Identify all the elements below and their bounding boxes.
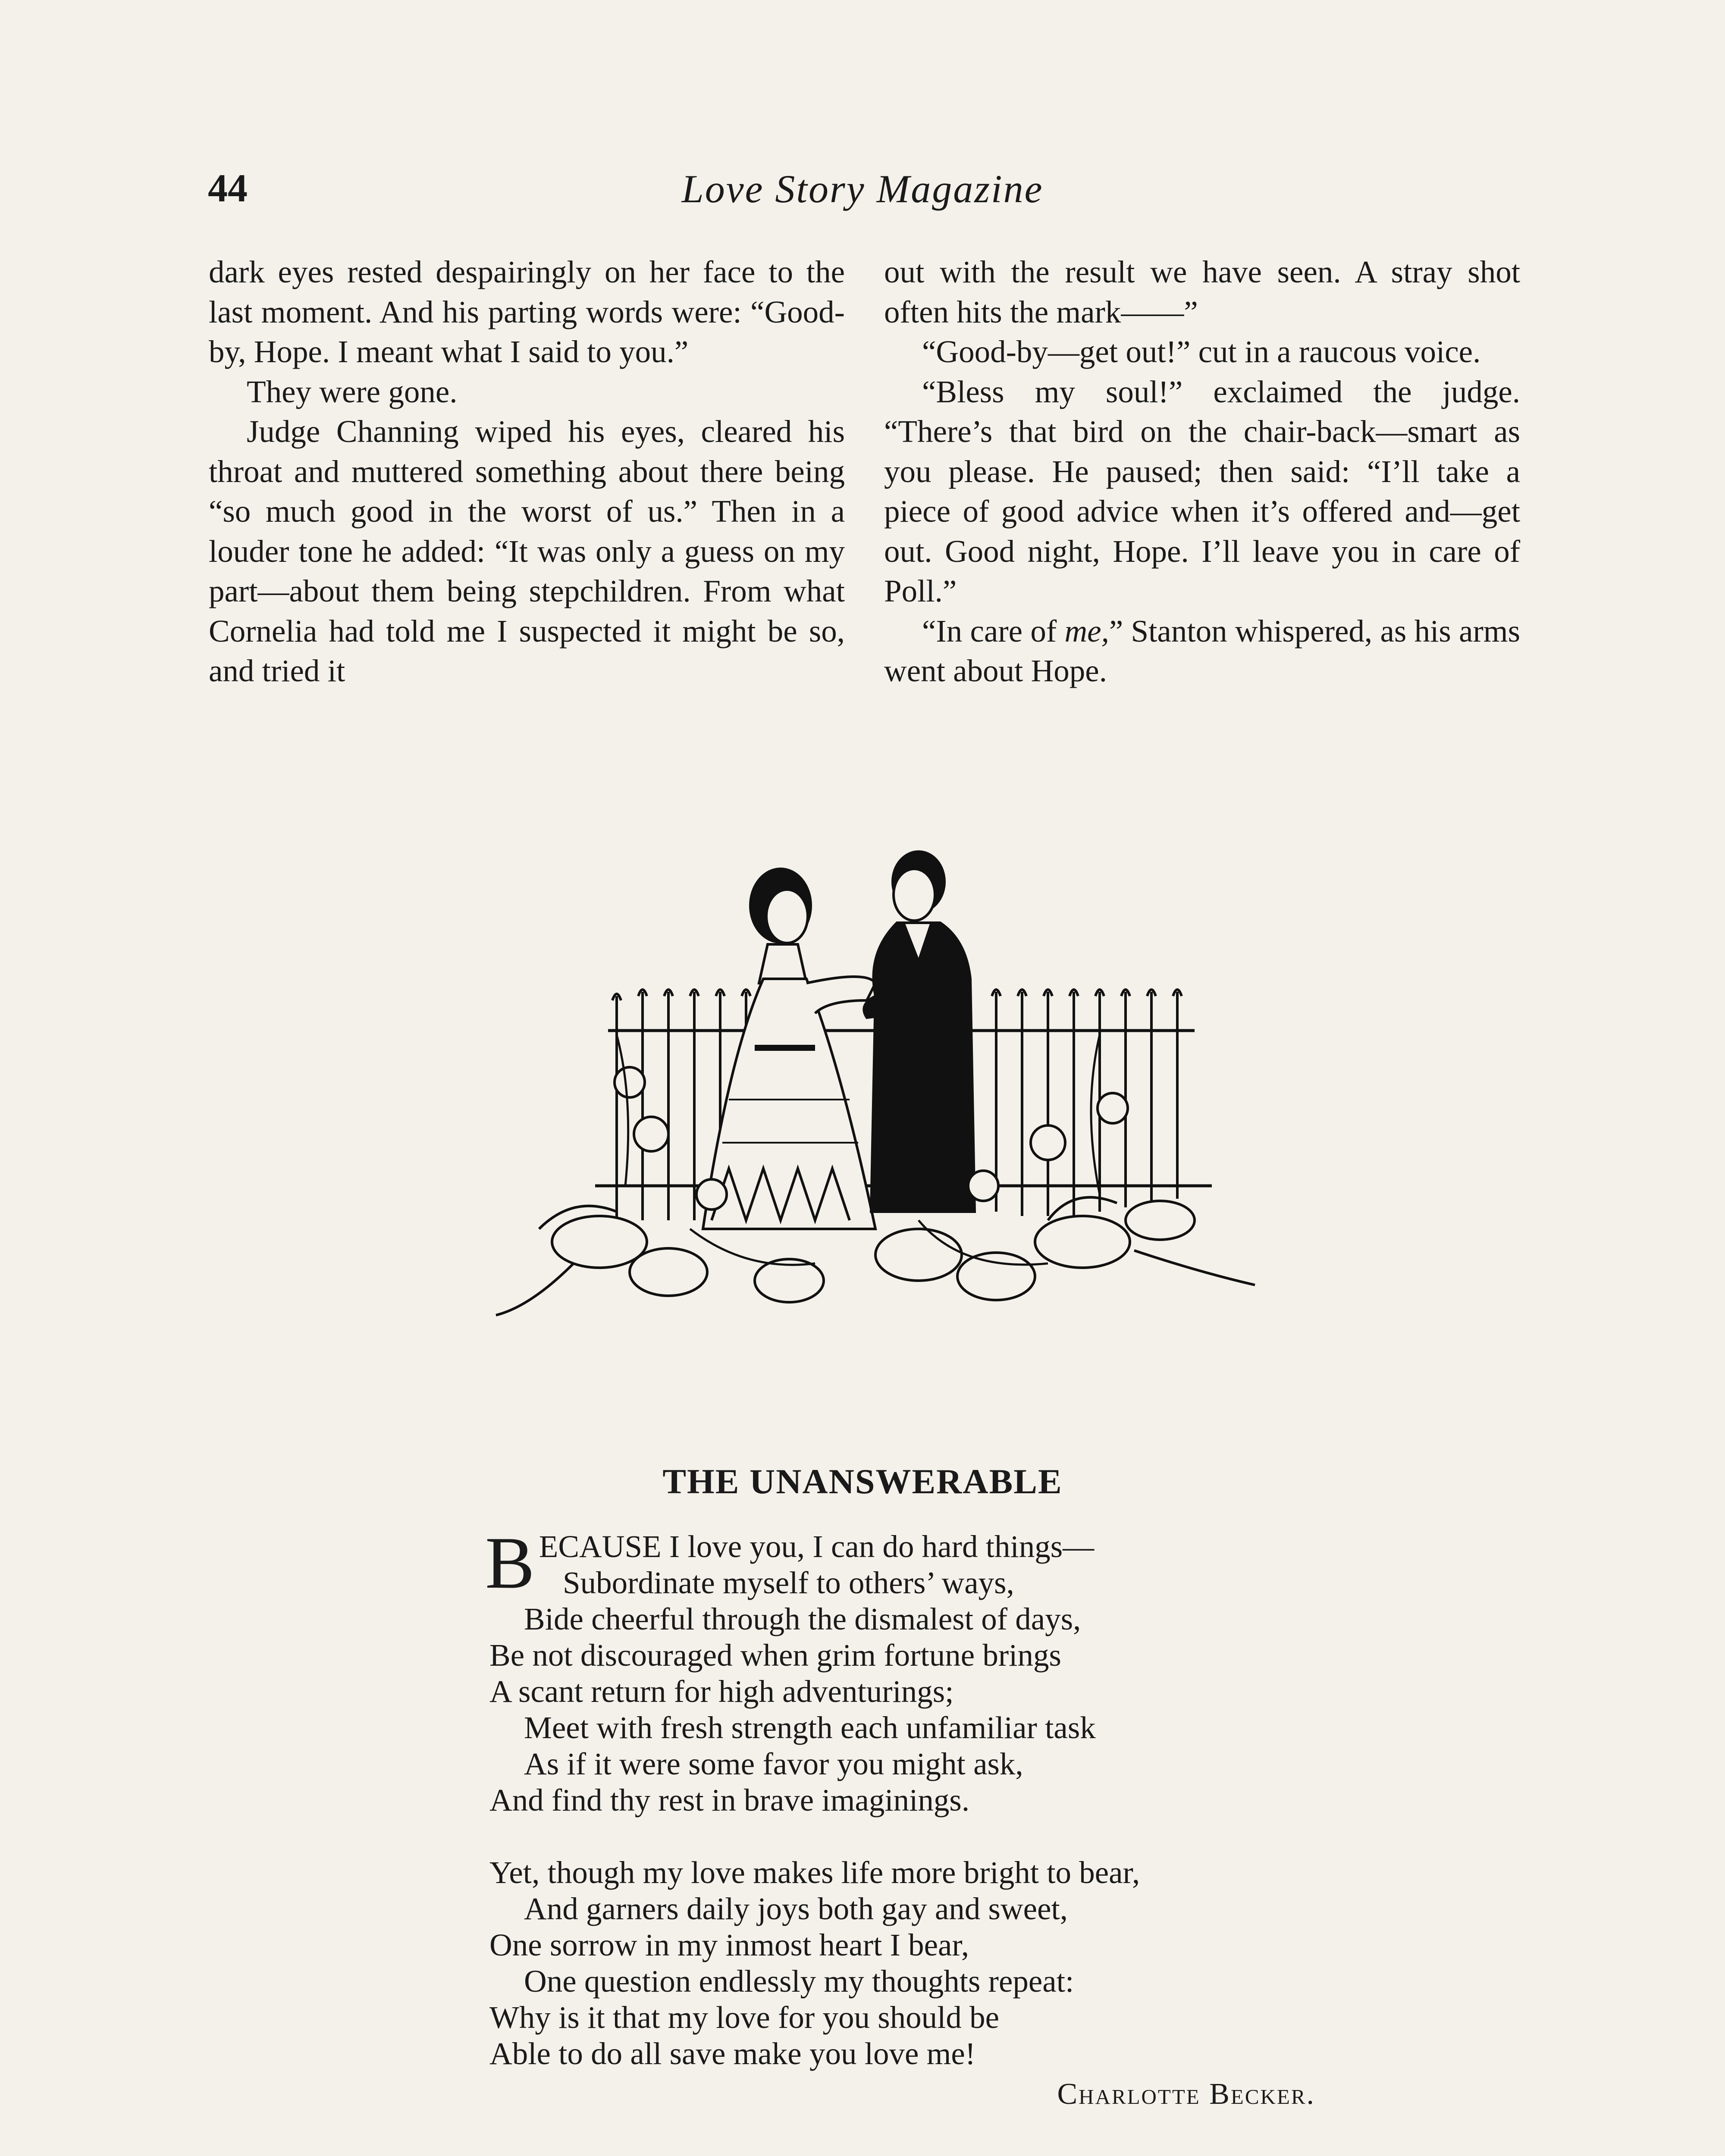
poem-line: As if it were some favor you might ask,: [524, 1746, 1023, 1781]
poem-line: And garners daily joys both gay and sweet,: [524, 1891, 1068, 1926]
poem-body: [485, 1522, 1309, 2072]
poem-line: ECAUSE I love you, I can do hard things—: [539, 1529, 1095, 1564]
stanza-break: [489, 1818, 1309, 1855]
left-paragraph-3: Judge Channing wiped his eyes, cleared his throat and muttered something about there being “so much good in the worst of us.” Then in a louder tone he added: “It was only a guess on my part—about them being stepchildren. From what Cornelia had told me I suspected it might be so, and tried it: [209, 414, 845, 688]
p4-emphasis: me,: [1064, 613, 1109, 649]
left-paragraph-2: They were gone.: [247, 374, 458, 409]
left-paragraph-1: dark eyes rested despairingly on her face to the last moment. And his parting words were: “Good-by, Hope. I meant what I said to you.”: [209, 254, 845, 369]
poem-line: Subordinate myself to others’ ways,: [563, 1565, 1014, 1600]
p4-after: ” Stanton whispered, as his arms went about Hope.: [884, 613, 1520, 688]
poem-title: THE UNANSWERABLE: [662, 1462, 1063, 1501]
poem-line: One question endlessly my thoughts repeat:: [524, 1964, 1074, 1999]
poem-line: Meet with fresh strength each unfamiliar task: [524, 1710, 1096, 1745]
poem-line: Be not discouraged when grim fortune brings: [489, 1638, 1061, 1673]
poem-line: Yet, though my love makes life more bright to bear,: [489, 1855, 1140, 1890]
poem-line: Able to do all save make you love me!: [489, 2036, 976, 2071]
poem-line: A scant return for high adventurings;: [489, 1674, 954, 1709]
running-head: Love Story Magazine: [681, 167, 1044, 211]
right-paragraph-4: [884, 611, 1520, 691]
right-paragraph-2: “Good-by—get out!” cut in a raucous voice.: [922, 334, 1481, 369]
right-paragraph-3: “Bless my soul!” exclaimed the judge. “There’s that bird on the chair-back—smart as you please. He paused; then said: “I’ll take a piece of good advice when it’s offered and—get out. Good night, Hope. I’ll leave you in care of Poll.”: [884, 374, 1520, 608]
poem-line: And find thy rest in brave imaginings.: [489, 1783, 970, 1818]
right-paragraph-1: out with the result we have seen. A stray shot often hits the mark——”: [884, 254, 1520, 329]
poem-author: Charlotte Becker.: [1057, 2078, 1315, 2111]
p4-before: “In care of: [922, 613, 1065, 649]
right-text-column: [884, 252, 1520, 691]
poem-line: One sorrow in my inmost heart I bear,: [489, 1927, 969, 1962]
couple-at-fence-illustration: [487, 841, 1264, 1345]
page-number: 44: [208, 166, 248, 210]
drop-cap: B: [485, 1522, 535, 1604]
poem-line: Why is it that my love for you should be: [489, 2000, 1000, 2035]
left-text-column: [209, 252, 845, 691]
poem-line: Bide cheerful through the dismalest of days,: [524, 1601, 1081, 1636]
